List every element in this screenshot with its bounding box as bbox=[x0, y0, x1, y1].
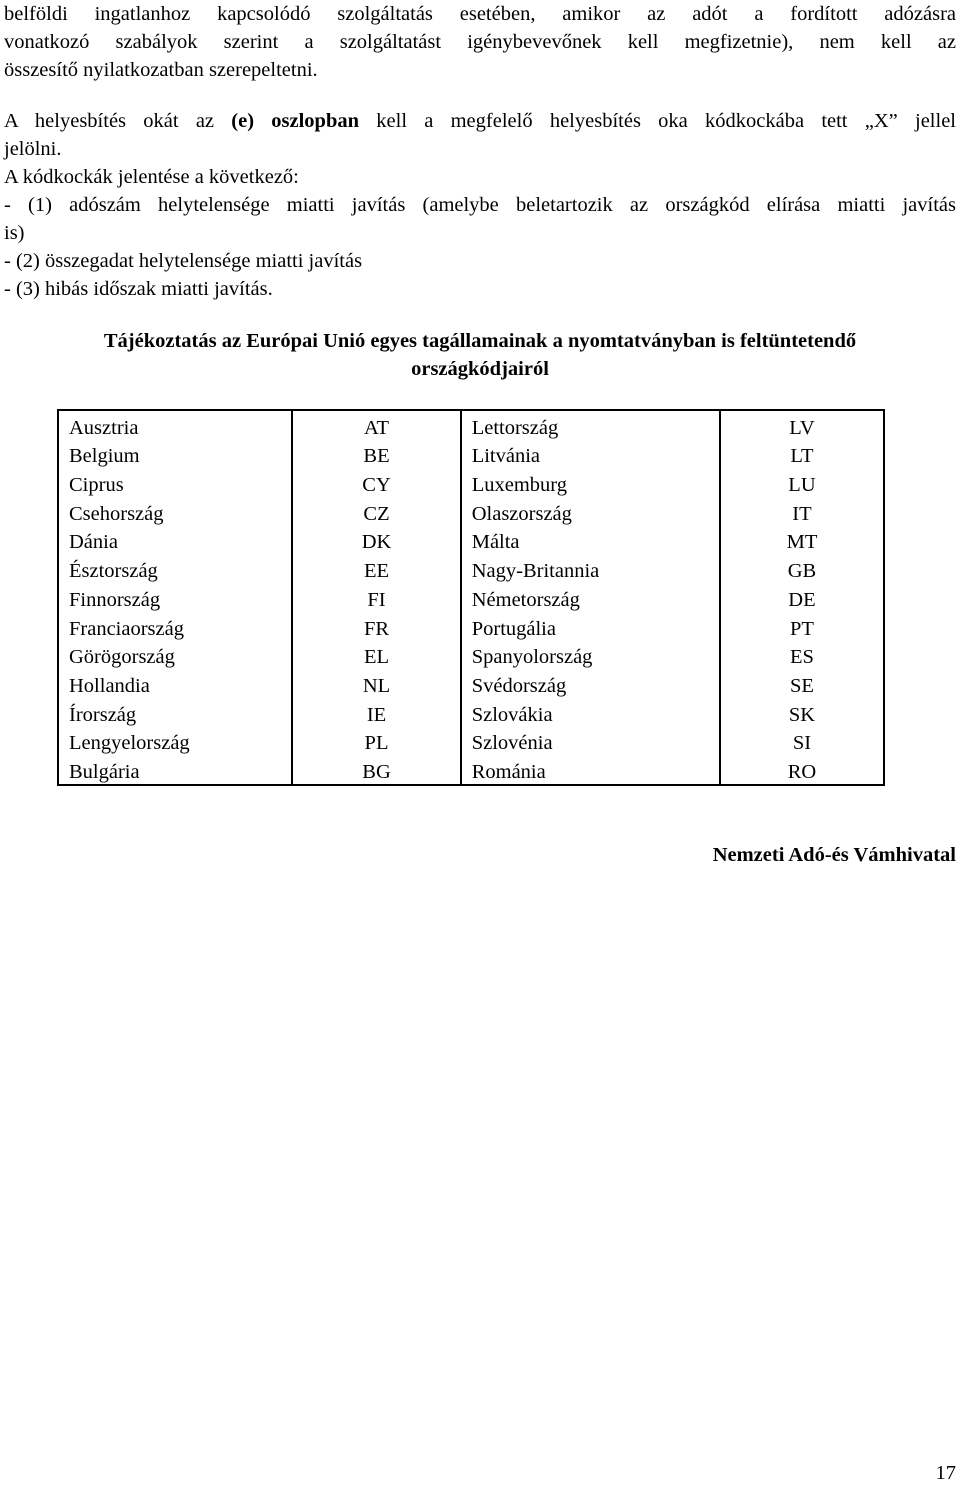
country-code-cell: BE bbox=[292, 440, 460, 469]
country-code-cell: DK bbox=[292, 526, 460, 555]
country-name-cell: Finnország bbox=[58, 583, 292, 612]
country-name-cell: Olaszország bbox=[461, 497, 720, 526]
country-code-cell: MT bbox=[786, 531, 818, 554]
country-code-table-body bbox=[58, 410, 884, 785]
section-heading bbox=[0, 327, 960, 383]
country-name-cell: Írország bbox=[58, 698, 292, 727]
intro-paragraph bbox=[4, 0, 956, 84]
correction-paragraph bbox=[4, 107, 956, 303]
country-name-cell: Franciaország bbox=[58, 612, 292, 641]
country-name-cell: Lengyelország bbox=[58, 727, 292, 756]
correction-line-2: jelölni. bbox=[4, 138, 62, 160]
country-code-cell: SK bbox=[788, 703, 816, 726]
table-row bbox=[58, 583, 884, 612]
correction-pre: A helyesbítés okát az bbox=[4, 110, 232, 132]
table-row bbox=[58, 554, 884, 583]
intro-line-2: vonatkozó szabályok szerint a szolgáltatást igénybevevőnek kell megfizetnie), nem kell az bbox=[4, 31, 956, 53]
code-3: - (3) hibás időszak miatti javítás. bbox=[4, 278, 273, 300]
country-name-cell: Lettország bbox=[461, 410, 720, 440]
table-row bbox=[58, 669, 884, 698]
country-name-cell: Málta bbox=[461, 526, 720, 555]
country-name-cell: Bulgária bbox=[58, 755, 292, 785]
country-name-cell: Nagy-Britannia bbox=[461, 554, 720, 583]
intro-line-3: összesítő nyilatkozatban szerepeltetni. bbox=[4, 59, 318, 81]
table-row bbox=[58, 612, 884, 641]
country-code-cell: DE bbox=[788, 588, 816, 611]
country-code-cell: EE bbox=[292, 554, 460, 583]
table-row bbox=[58, 727, 884, 756]
country-name-cell: Dánia bbox=[58, 526, 292, 555]
codes-intro: A kódkockák jelentése a következő: bbox=[4, 166, 299, 188]
country-name-cell: Hollandia bbox=[58, 669, 292, 698]
country-code-cell: GB bbox=[787, 560, 817, 583]
country-code-cell: NL bbox=[292, 669, 460, 698]
country-code-cell: CZ bbox=[292, 497, 460, 526]
country-code-cell: IT bbox=[792, 502, 812, 525]
signature: Nemzeti Adó-és Vámhivatal bbox=[712, 844, 956, 866]
country-name-cell: Csehország bbox=[58, 497, 292, 526]
correction-post: kell a megfelelő helyesbítés oka kódkockába tett „X” jellel bbox=[359, 110, 956, 132]
table-row bbox=[58, 468, 884, 497]
country-name-cell: Görögország bbox=[58, 641, 292, 670]
country-code-cell: PL bbox=[292, 727, 460, 756]
correction-column-ref: (e) oszlopban bbox=[231, 110, 360, 132]
country-name-cell: Szlovákia bbox=[461, 698, 720, 727]
code-2: - (2) összegadat helytelensége miatti javítás bbox=[4, 250, 363, 272]
country-code-cell: AT bbox=[292, 410, 460, 440]
country-name-cell: Belgium bbox=[58, 440, 292, 469]
country-name-cell: Románia bbox=[461, 755, 720, 785]
table-row bbox=[58, 698, 884, 727]
country-name-cell: Ciprus bbox=[58, 468, 292, 497]
country-code-cell: IE bbox=[292, 698, 460, 727]
section-heading-line-2: országkódjairól bbox=[411, 358, 549, 380]
correction-line-1 bbox=[4, 107, 956, 135]
country-code-table bbox=[57, 409, 885, 786]
country-code-cell: ES bbox=[790, 646, 814, 669]
country-code-cell: RO bbox=[787, 760, 817, 783]
country-name-cell: Spanyolország bbox=[461, 641, 720, 670]
intro-line-1: belföldi ingatlanhoz kapcsolódó szolgáltatás esetében, amikor az adót a fordított adózásra bbox=[4, 3, 956, 25]
table-row bbox=[58, 410, 884, 440]
country-code-cell: CY bbox=[292, 468, 460, 497]
table-row bbox=[58, 755, 884, 785]
section-heading-line-1: Tájékoztatás az Európai Unió egyes tagállamainak a nyomtatványban is feltüntetendő bbox=[103, 330, 857, 352]
country-name-cell: Portugália bbox=[461, 612, 720, 641]
country-code-cell: LU bbox=[788, 474, 816, 497]
country-code-cell: EL bbox=[292, 641, 460, 670]
country-name-cell: Svédország bbox=[461, 669, 720, 698]
country-code-cell: SE bbox=[790, 674, 814, 697]
country-code-cell: SI bbox=[792, 732, 812, 755]
country-code-cell: FI bbox=[292, 583, 460, 612]
country-name-cell: Litvánia bbox=[461, 440, 720, 469]
country-name-cell: Ausztria bbox=[58, 410, 292, 440]
table-row bbox=[58, 641, 884, 670]
page-number: 17 bbox=[935, 1462, 956, 1484]
table-row bbox=[58, 526, 884, 555]
country-name-cell: Szlovénia bbox=[461, 727, 720, 756]
country-name-cell: Luxemburg bbox=[461, 468, 720, 497]
code-1-line-1: - (1) adószám helytelensége miatti javítás (amelybe beletartozik az országkód elírása miatti javítás bbox=[4, 194, 956, 216]
country-code-cell: FR bbox=[292, 612, 460, 641]
table-row bbox=[58, 497, 884, 526]
country-code-cell: BG bbox=[292, 755, 460, 785]
country-name-cell: Németország bbox=[461, 583, 720, 612]
country-code-cell: LV bbox=[789, 416, 815, 439]
code-1-line-2: is) bbox=[4, 222, 25, 244]
country-code-cell: PT bbox=[790, 617, 814, 640]
table-row bbox=[58, 440, 884, 469]
country-name-cell: Észtország bbox=[58, 554, 292, 583]
country-code-cell: LT bbox=[790, 445, 814, 468]
